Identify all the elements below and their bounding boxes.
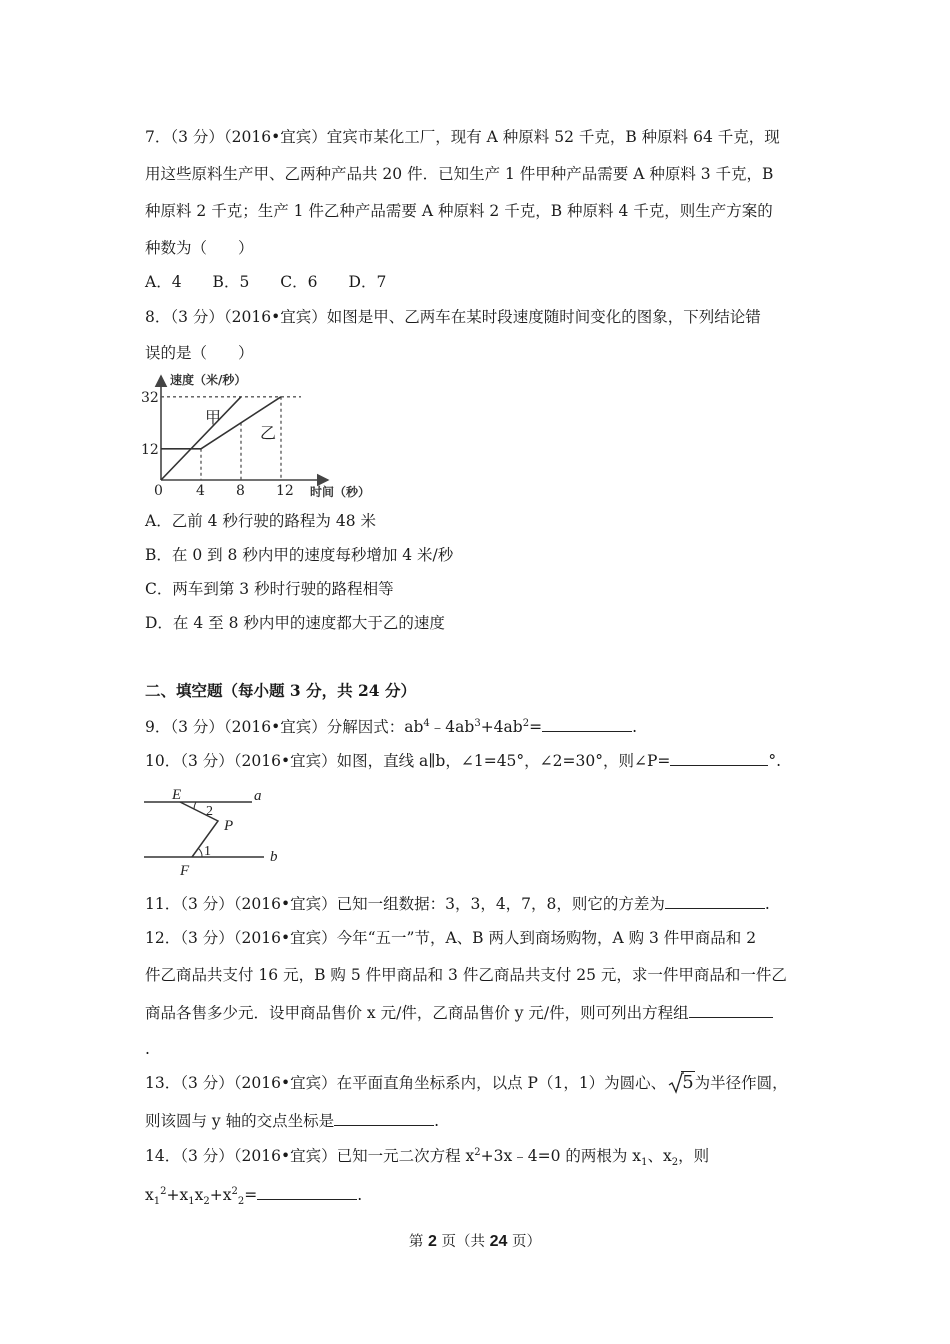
section2-title: 二、填空题（每小题 3 分，共 24 分） [145,681,416,700]
label-F: F [180,863,190,879]
series-label-2: 乙 [260,423,277,443]
label-E: E [172,787,182,803]
q12-line2: 件乙商品共支付 16 元，B 购 5 件甲商品和 3 件乙商品共支付 25 元，求一件甲商品和一件乙 [145,966,787,984]
q10: 10．（3 分）（2016•宜宾）如图，直线 a∥b，∠1=45°，∠2=30°，则∠P= °. [145,752,782,770]
q7-line2: 用这些原料生产甲、乙两种产品共 20 件．已知生产 1 件甲种产品需要 A 种原料 3 千克，B [145,165,774,183]
q7-options: A．4 B．5 C．6 D．7 [145,273,387,291]
q14-line2: $x_1^2+x_1x_2+x^2_2=$ . [145,1185,363,1208]
q8-line1: 8．（3 分）（2016•宜宾）如图是甲、乙两车在某时段速度随时间变化的图象，下列结论错 [145,308,761,326]
q12-line4: . [145,1040,150,1058]
label-b: b [270,849,278,865]
answer-blank [670,750,768,766]
y-tick-label-32: 32 [141,389,159,406]
origin-label: 0 [154,483,163,499]
answer-blank [665,893,765,909]
speed-time-chart [138,368,378,503]
q12-line1: 12．（3 分）（2016•宜宾）今年“五一”节，A、B 两人到商场购物，A 购 3 件甲商品和 2 [145,929,757,947]
series-label-1: 甲 [205,407,222,427]
x-tick-label-8: 8 [236,483,245,499]
x-tick-label-12: 12 [276,483,294,499]
q9: 9．（3 分）（2016•宜宾）分解因式：$ab^4﹣4ab^3+4ab^2=$ . [145,717,638,736]
q7-line4: 种数为（ ） [145,239,254,257]
x-axis-label: 时间（秒） [310,485,371,499]
label-P: P [224,818,234,834]
q12-line3: 商品各售多少元．设甲商品售价 x 元/件，乙商品售价 y 元/件，则可列出方程组 [145,1002,773,1023]
q14-line1: 14．（3 分）（2016•宜宾）已知一元二次方程 $x^2+3x﹣4=0$ 的两根为 $x_1$、$x_2$，则 [145,1146,710,1169]
q8-option-b: B．在 0 到 8 秒内甲的速度每秒增加 4 米/秒 [145,546,454,564]
q8-option-a: A．乙前 4 秒行驶的路程为 48 米 [145,512,376,530]
parallel-lines-figure [140,785,290,880]
x-tick-label-4: 4 [196,483,205,499]
q13-line2: 则该圆与 y 轴的交点坐标是 . [145,1112,440,1130]
angle-2-label: 2 [206,804,213,819]
q8-option-c: C．两车到第 3 秒时行驶的路程相等 [145,580,394,598]
q11: 11．（3 分）（2016•宜宾）已知一组数据：3，3，4，7，8，则它的方差为 . [145,895,770,913]
q7-line3: 种原料 2 千克；生产 1 件乙种产品需要 A 种原料 2 千克，B 种原料 4 千克，则生产方案的 [145,202,773,220]
y-tick-label-12: 12 [141,441,159,458]
answer-blank [257,1184,357,1200]
q8-line2: 误的是（ ） [145,344,254,362]
label-a: a [254,788,262,804]
q7-line1: 7．（3 分）（2016•宜宾）宜宾市某化工厂，现有 A 种原料 52 千克，B 种原料 64 千克，现 [145,128,780,146]
answer-blank [689,1002,773,1018]
answer-blank [542,716,632,732]
y-axis-label: 速度（米/秒） [170,373,247,387]
q8-option-d: D．在 4 至 8 秒内甲的速度都大于乙的速度 [145,614,445,632]
answer-blank [334,1110,434,1126]
page-footer: 第 2 页（共 24 页） [408,1233,542,1250]
q13-line1: 13．（3 分）（2016•宜宾）在平面直角坐标系内，以点 P（1，1）为圆心、 5为半径作圆， [145,1072,788,1093]
sqrt-symbol: 5 [668,1073,694,1093]
angle-1-label: 1 [204,844,211,859]
